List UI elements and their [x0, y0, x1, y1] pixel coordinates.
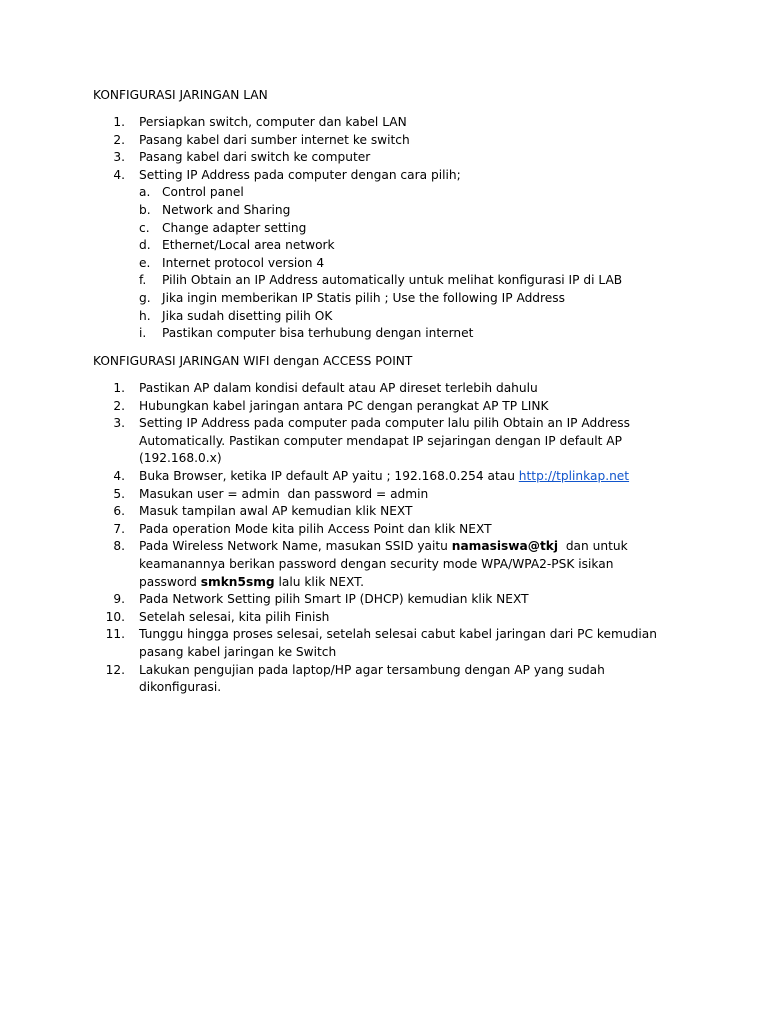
lan-steps-list	[0, 114, 682, 343]
wifi-step-text: Hubungkan kabel jaringan antara PC dengan perangkat AP TP LINK	[139, 398, 549, 413]
list-item: 4. Setting IP Address pada computer dengan cara pilih; a. Control panel b. Network and Sharing c. Change adapter setting d. Ethernet/Local area network e. Internet protocol version 4 f. Pilih Obtain an IP Address automatically untuk melihat konfigurasi IP di LAB g. Jika ingin memberikan IP Statis pilih ; Use the following IP Address h. Jika sudah disetting pilih OK i. Pastikan computer bisa terhubung dengan internet	[0, 167, 682, 343]
list-item: 5. Masukan user = admin dan password = admin	[0, 486, 669, 504]
sub-list-item: i. Pastikan computer bisa terhubung dengan internet	[0, 325, 682, 343]
wifi-step-text: Buka Browser, ketika IP default AP yaitu ; 192.168.0.254 atau http://tplinkap.net	[139, 468, 630, 483]
wifi-step-text: Tunggu hingga proses selesai, setelah selesai cabut kabel jaringan dari PC kemudian pasang kabel jaringan ke Switch	[139, 627, 657, 659]
wifi-step-text: Pada Wireless Network Name, masukan SSID yaitu namasiswa@tkj dan untuk keamanannya berikan password dengan security mode WPA/WPA2-PSK isikan password smkn5smg lalu klik NEXT.	[139, 539, 632, 589]
sub-list-item: d. Ethernet/Local area network	[0, 237, 682, 255]
lan-substep-text: Internet protocol version 4	[162, 255, 325, 270]
wifi-step-text: Lakukan pengujian pada laptop/HP agar tersambung dengan AP yang sudah dikonfigurasi.	[139, 662, 605, 695]
lan-substep-text: Ethernet/Local area network	[162, 238, 335, 253]
wifi-step-text: Pada operation Mode kita pilih Access Point dan klik NEXT	[139, 521, 492, 536]
list-item: 8. Pada Wireless Network Name, masukan SSID yaitu namasiswa@tkj dan untuk keamanannya berikan password dengan security mode WPA/WPA2-PSK isikan password smkn5smg lalu klik NEXT.	[0, 538, 669, 591]
lan-substep-text: Network and Sharing	[162, 202, 291, 217]
lan-step-text: Setting IP Address pada computer dengan cara pilih;	[139, 167, 461, 182]
sub-list-item: a. Control panel	[0, 184, 682, 202]
wifi-step-text: Masukan user = admin dan password = admin	[139, 486, 429, 501]
wifi-step-text: Setting IP Address pada computer pada computer lalu pilih Obtain an IP Address Automatically. Pastikan computer mendapat IP sejaringan dengan IP default AP (192.168.0.x)	[139, 416, 630, 466]
sub-list-item: g. Jika ingin memberikan IP Statis pilih ; Use the following IP Address	[0, 290, 682, 308]
lan-section-title: KONFIGURASI JARINGAN LAN	[93, 88, 268, 102]
list-item: 11. Tunggu hingga proses selesai, setelah selesai cabut kabel jaringan dari PC kemudian pasang kabel jaringan ke Switch	[0, 626, 669, 661]
sub-list-item: b. Network and Sharing	[0, 202, 682, 220]
list-item: 6. Masuk tampilan awal AP kemudian klik NEXT	[0, 503, 669, 521]
list-item: 12. Lakukan pengujian pada laptop/HP agar tersambung dengan AP yang sudah dikonfigurasi.	[0, 662, 669, 697]
sub-list-item: e. Internet protocol version 4	[0, 255, 682, 273]
lan-substep-text: Jika sudah disetting pilih OK	[162, 308, 333, 323]
list-item: 1. Pastikan AP dalam kondisi default atau AP direset terlebih dahulu	[0, 380, 669, 398]
password-value: smkn5smg	[200, 574, 275, 589]
list-item: 7. Pada operation Mode kita pilih Access Point dan klik NEXT	[0, 521, 669, 539]
ssid-value: namasiswa@tkj	[451, 539, 559, 554]
sub-list-item: f. Pilih Obtain an IP Address automatically untuk melihat konfigurasi IP di LAB	[0, 272, 682, 290]
wifi-section-title: KONFIGURASI JARINGAN WIFI dengan ACCESS POINT	[93, 354, 413, 368]
list-item: 1. Persiapkan switch, computer dan kabel LAN	[0, 114, 682, 132]
lan-substeps-list	[0, 184, 682, 342]
list-item: 3. Setting IP Address pada computer pada computer lalu pilih Obtain an IP Address Automatically. Pastikan computer mendapat IP sejaringan dengan IP default AP (192.168.0.x)	[0, 415, 669, 468]
lan-substep-text: Pastikan computer bisa terhubung dengan internet	[162, 326, 474, 341]
sub-list-item: h. Jika sudah disetting pilih OK	[0, 308, 682, 326]
lan-substep-text: Change adapter setting	[162, 220, 307, 235]
tplinkap-link[interactable]: http://tplinkap.net	[518, 468, 630, 483]
lan-step-text: Persiapkan switch, computer dan kabel LAN	[139, 115, 407, 129]
wifi-step-text: Masuk tampilan awal AP kemudian klik NEXT	[139, 504, 413, 519]
list-item: 10. Setelah selesai, kita pilih Finish	[0, 609, 669, 627]
list-item: 4. Buka Browser, ketika IP default AP yaitu ; 192.168.0.254 atau http://tplinkap.net	[0, 468, 669, 486]
sub-list-item: c. Change adapter setting	[0, 220, 682, 238]
lan-substep-text: Pilih Obtain an IP Address automatically untuk melihat konfigurasi IP di LAB	[162, 273, 623, 288]
list-item: 9. Pada Network Setting pilih Smart IP (DHCP) kemudian klik NEXT	[0, 591, 669, 609]
lan-step-text: Pasang kabel dari sumber internet ke switch	[139, 132, 410, 147]
wifi-steps-list	[0, 380, 669, 697]
wifi-step-text: Pada Network Setting pilih Smart IP (DHCP) kemudian klik NEXT	[139, 592, 529, 607]
lan-substep-text: Control panel	[162, 185, 244, 200]
list-item: 2. Hubungkan kabel jaringan antara PC dengan perangkat AP TP LINK	[0, 398, 669, 416]
lan-step-text: Pasang kabel dari switch ke computer	[139, 150, 371, 165]
wifi-step-text: Pastikan AP dalam kondisi default atau AP direset terlebih dahulu	[139, 381, 538, 395]
list-item: 2. Pasang kabel dari sumber internet ke switch	[0, 132, 682, 150]
lan-substep-text: Jika ingin memberikan IP Statis pilih ; Use the following IP Address	[162, 290, 565, 305]
list-item: 3. Pasang kabel dari switch ke computer	[0, 149, 682, 167]
wifi-step-text: Setelah selesai, kita pilih Finish	[139, 609, 330, 624]
